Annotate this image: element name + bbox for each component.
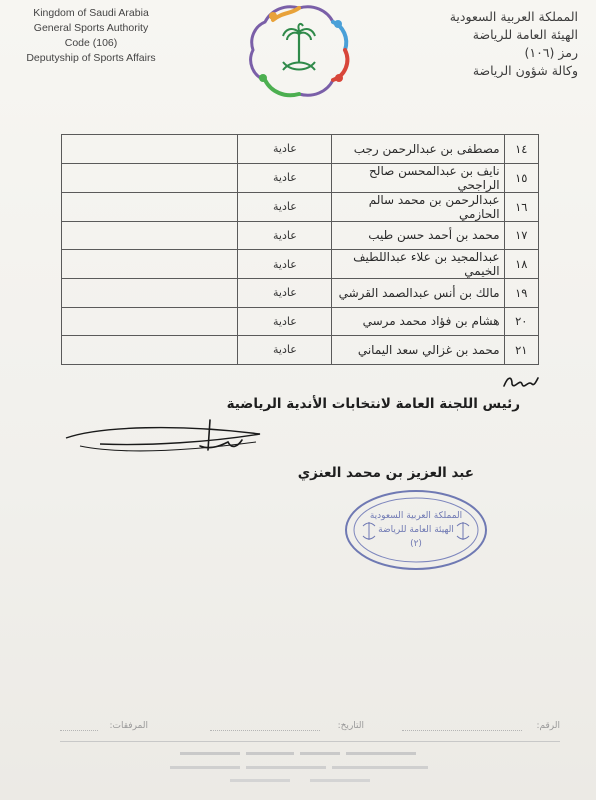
- membership-type: عادية: [238, 135, 332, 164]
- table-row: [62, 279, 539, 308]
- empty-cell: [62, 279, 238, 308]
- row-number: ٢٠: [504, 307, 538, 336]
- member-name: محمد بن أحمد حسن طيب: [332, 221, 504, 250]
- number-dotted-line: [402, 730, 522, 731]
- header-english-line: Kingdom of Saudi Arabia: [33, 7, 149, 19]
- membership-type: عادية: [238, 250, 332, 279]
- header-arabic: [388, 8, 578, 80]
- footer-address-english: [150, 763, 450, 773]
- footer-divider: [60, 741, 560, 742]
- handwritten-initials: [500, 372, 540, 394]
- empty-cell: [62, 163, 238, 192]
- stamp-line: الهيئة العامة للرياضة: [378, 525, 454, 535]
- members-table: [61, 134, 539, 365]
- header-english-line: Deputyship of Sports Affairs: [26, 52, 156, 64]
- footer-address-arabic: [150, 749, 450, 759]
- date-label: التاريخ:: [337, 721, 364, 731]
- signatory-name: عبد العزيز بن محمد العنزي: [297, 465, 474, 481]
- membership-type: عادية: [238, 163, 332, 192]
- header-english-line: General Sports Authority: [33, 22, 149, 34]
- row-number: ١٨: [504, 250, 538, 279]
- empty-cell: [62, 135, 238, 164]
- membership-type: عادية: [238, 221, 332, 250]
- footer-website: [150, 776, 450, 786]
- row-number: ١٧: [504, 221, 538, 250]
- table-row: [62, 336, 539, 365]
- footer-fields: [60, 721, 560, 737]
- empty-cell: [62, 307, 238, 336]
- row-number: ٢١: [504, 336, 538, 365]
- empty-cell: [62, 250, 238, 279]
- signatory-title: رئيس اللجنة العامة لانتخابات الأندية الرياضية: [226, 396, 520, 412]
- stamp-line: المملكة العربية السعودية: [369, 511, 463, 521]
- row-number: ١٩: [504, 279, 538, 308]
- member-name: عبدالرحمن بن محمد سالم الحازمي: [332, 192, 504, 221]
- number-label: الرقم:: [536, 721, 560, 731]
- header-arabic-line: رمز (١٠٦): [524, 45, 578, 60]
- header-english-line: Code (106): [64, 37, 118, 49]
- official-stamp: [343, 488, 489, 572]
- row-number: ١٥: [504, 163, 538, 192]
- table-row: [62, 221, 539, 250]
- header-arabic-line: وكالة شؤون الرياضة: [472, 63, 578, 78]
- membership-type: عادية: [238, 279, 332, 308]
- header-arabic-line: الهيئة العامة للرياضة: [472, 27, 578, 42]
- table-row: [62, 307, 539, 336]
- empty-cell: [62, 221, 238, 250]
- attachments-label: المرفقات:: [109, 721, 148, 731]
- membership-type: عادية: [238, 336, 332, 365]
- member-name: عبدالمجيد بن علاء عبداللطيف الخيمي: [332, 250, 504, 279]
- table-row: [62, 163, 539, 192]
- table-row: [62, 250, 539, 279]
- row-number: ١٤: [504, 135, 538, 164]
- member-name: مالك بن أنس عبدالصمد القرشي: [332, 279, 504, 308]
- member-name: مصطفى بن عبدالرحمن رجب: [332, 135, 504, 164]
- membership-type: عادية: [238, 192, 332, 221]
- header-arabic-line: المملكة العربية السعودية: [449, 9, 578, 24]
- table-row: [62, 192, 539, 221]
- member-name: هشام بن فؤاد محمد مرسي: [332, 307, 504, 336]
- empty-cell: [62, 192, 238, 221]
- member-name: محمد بن غزالي سعد اليماني: [332, 336, 504, 365]
- header-english: [6, 6, 176, 66]
- handwritten-signature: [60, 416, 270, 462]
- table-row: [62, 135, 539, 164]
- member-name: نايف بن عبدالمحسن صالح الراجحي: [332, 163, 504, 192]
- membership-type: عادية: [238, 307, 332, 336]
- stamp-number: (٢): [410, 539, 422, 549]
- date-dotted-line: [210, 730, 320, 731]
- attachments-dotted-line: [60, 730, 98, 731]
- gsa-logo: [243, 0, 355, 100]
- empty-cell: [62, 336, 238, 365]
- row-number: ١٦: [504, 192, 538, 221]
